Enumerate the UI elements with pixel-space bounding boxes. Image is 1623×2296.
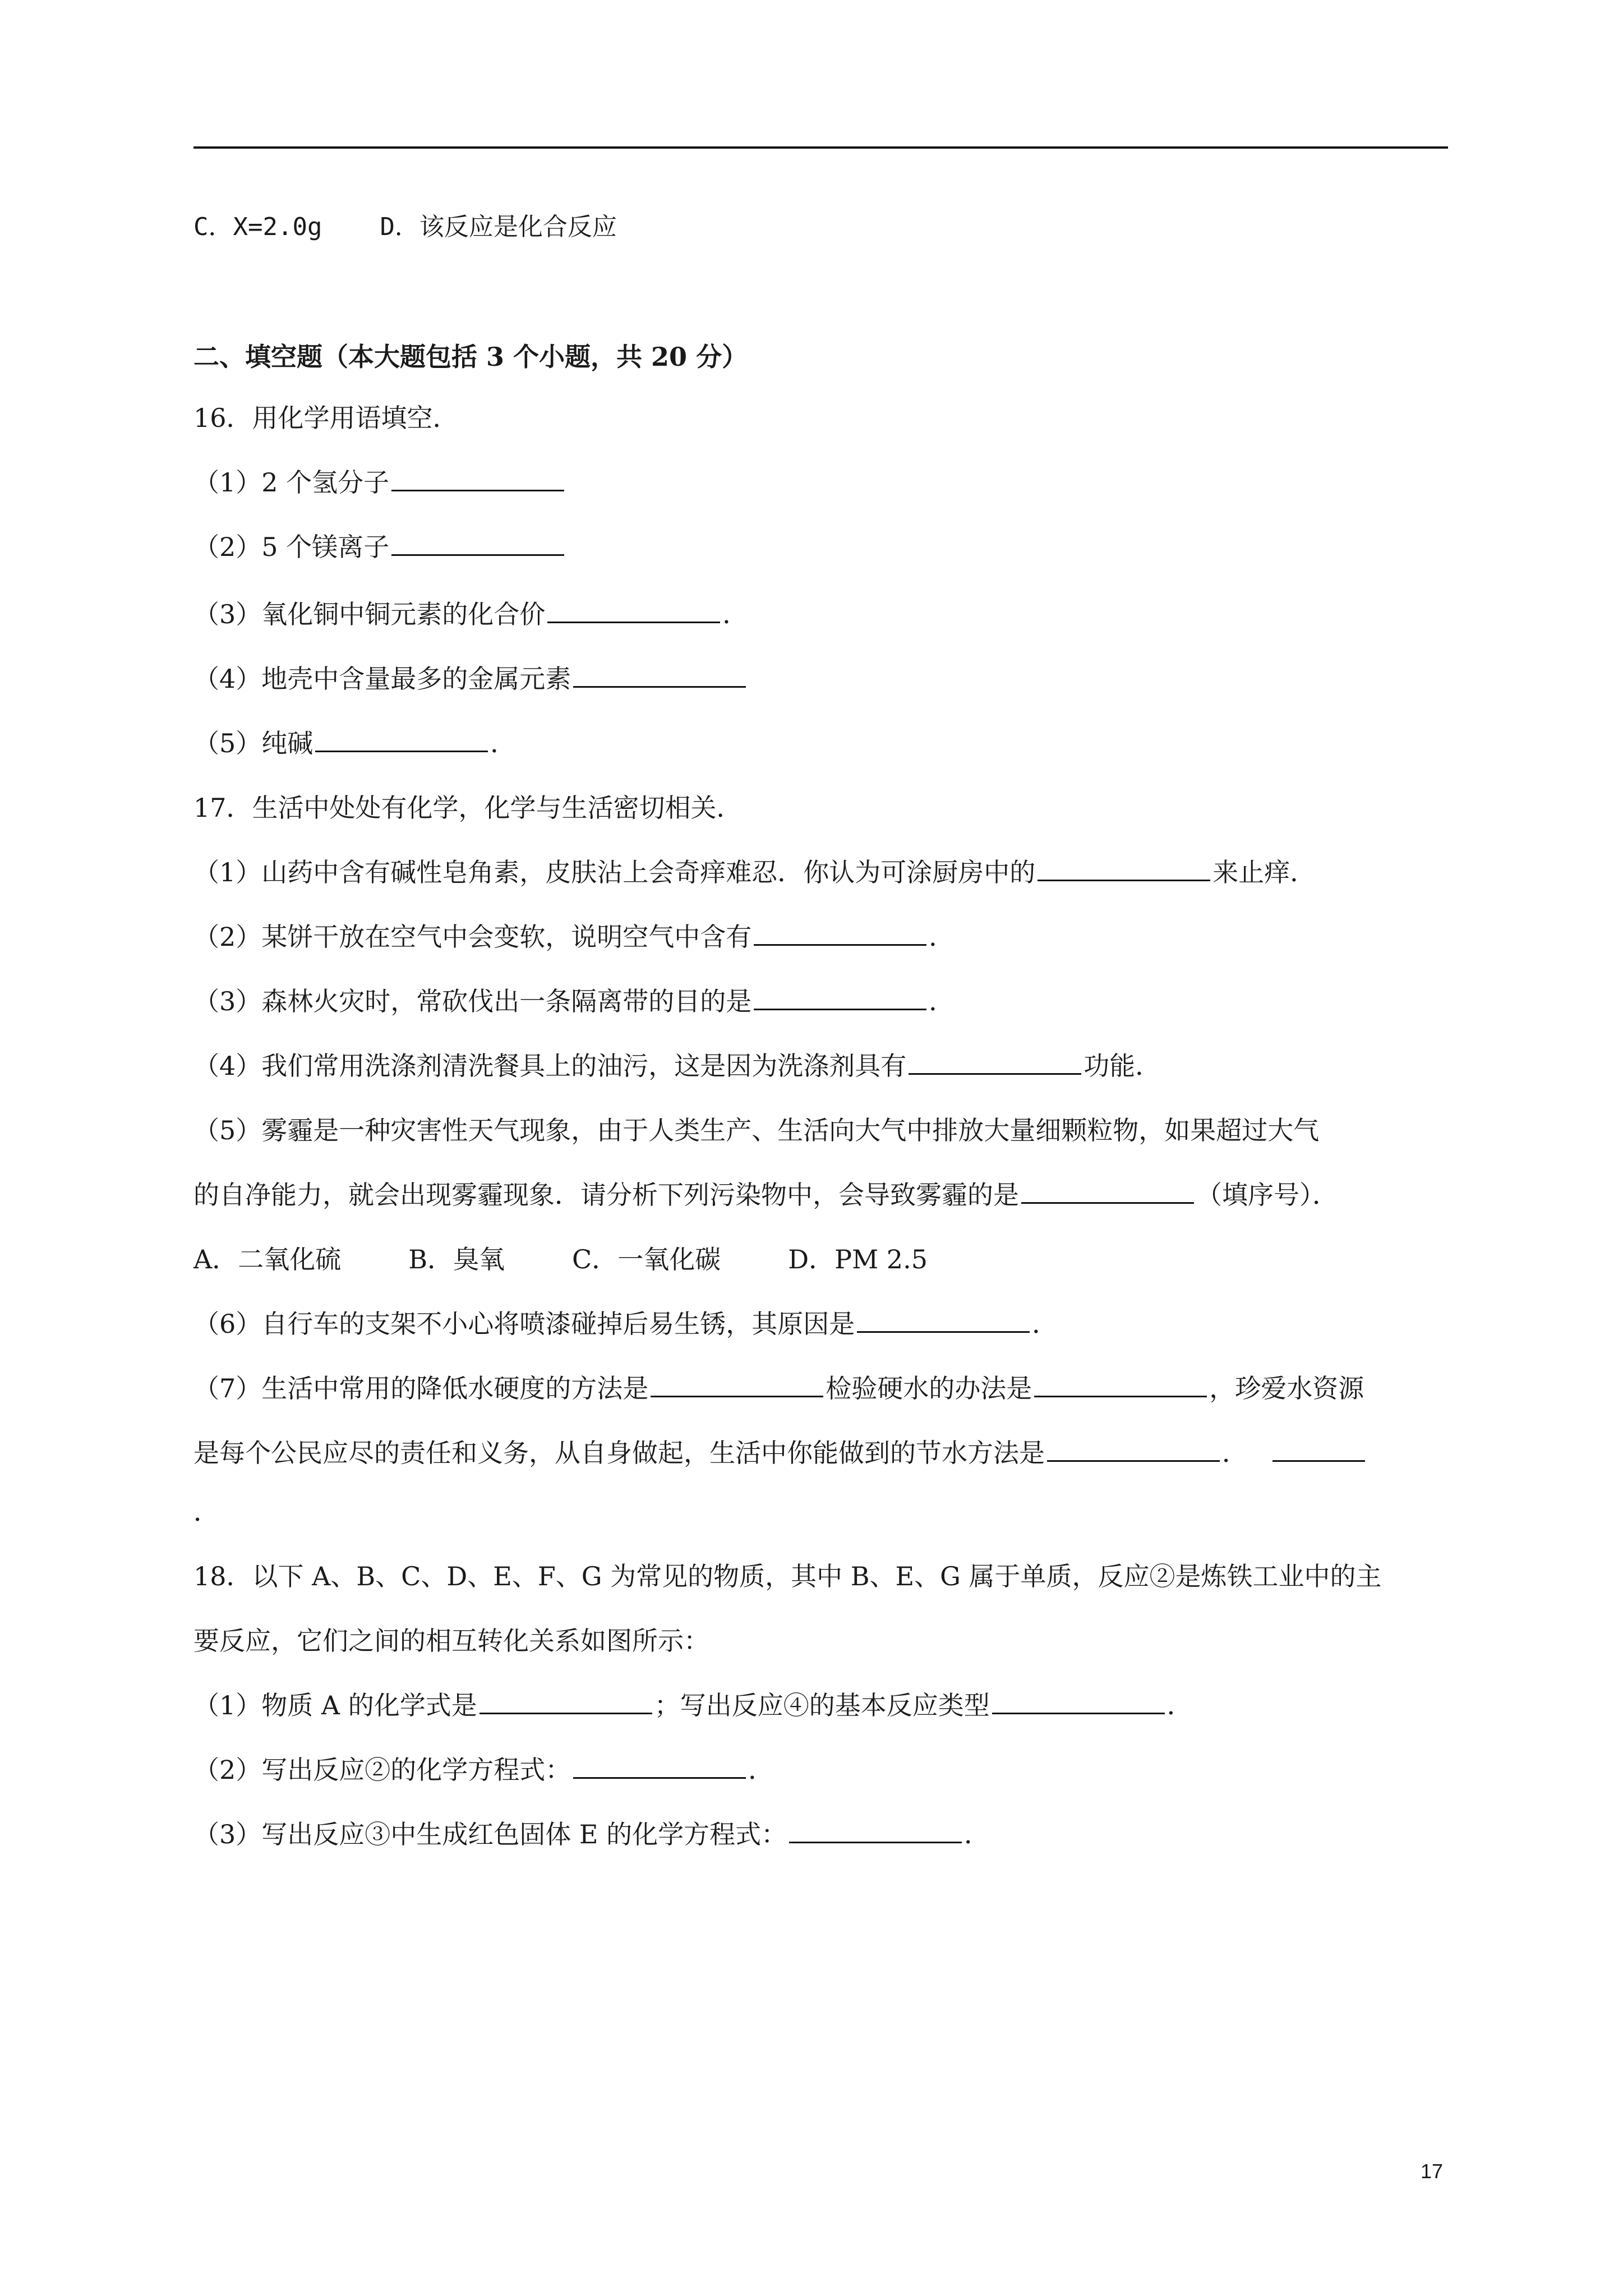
option-d: D．PM 2.5 [788, 1244, 928, 1274]
q16-item-5: （5）纯碱 ． [193, 728, 517, 758]
q17-item-6: （6）自行车的支架不小心将喷漆碰掉后易生锈，其原因是 ． [193, 1309, 1058, 1339]
header-rule [193, 146, 1448, 149]
answer-blank[interactable] [857, 1309, 1030, 1333]
answer-blank[interactable] [1034, 1373, 1207, 1397]
q16-item-4: （4）地壳中含量最多的金属元素 [193, 662, 748, 696]
answer-blank[interactable] [573, 664, 746, 688]
q18-stem-line-1: 18．以下 A、B、C、D、E、F、G 为常见的物质，其中 B、E、G 属于单质，反应②是炼铁工业中的主 [193, 1561, 1382, 1591]
q17-stem: 17．生活中处处有化学，化学与生活密切相关． [193, 793, 743, 823]
answer-blank[interactable] [754, 922, 926, 946]
answer-blank[interactable] [651, 1373, 823, 1397]
answer-blank[interactable] [1038, 857, 1210, 881]
answer-blank[interactable] [1047, 1438, 1220, 1462]
option-c: C．一氧化碳 [572, 1244, 721, 1274]
section-title: 二、填空题（本大题包括 3 个小题，共 20 分） [193, 342, 748, 372]
q17-item-5-options [193, 1243, 995, 1276]
q17-item-4: （4）我们常用洗涤剂清洗餐具上的油污，这是因为洗涤剂具有 功能． [193, 1051, 1161, 1081]
q17-item-7-line-2: 是每个公民应尽的责任和义务，从自身做起，生活中你能做到的节水方法是 ． [193, 1436, 1367, 1470]
answer-blank[interactable] [1272, 1438, 1365, 1462]
q18-stem-line-2: 要反应，它们之间的相互转化关系如图所示： [193, 1626, 709, 1656]
q17-item-1: （1）山药中含有碱性皂角素，皮肤沾上会奇痒难忍．你认为可涂厨房中的 来止痒． [193, 857, 1316, 887]
q17-item-7-line-1: （7）生活中常用的降低水硬度的方法是 检验硬水的办法是 ，珍爱水资源 [193, 1373, 1364, 1404]
page-number: 17 [1421, 2160, 1444, 2183]
answer-blank[interactable] [754, 986, 926, 1010]
option-a: A．二氧化硫 [193, 1244, 342, 1274]
q17-item-7-line-3: ． [193, 1497, 219, 1527]
answer-blank[interactable] [315, 728, 488, 752]
q17-item-5-line-1: （5）雾霾是一种灾害性天气现象，由于人类生产、生活向大气中排放大量细颗粒物，如果超过大气 [193, 1115, 1320, 1145]
answer-blank[interactable] [992, 1690, 1165, 1714]
answer-blank[interactable] [391, 532, 564, 556]
answer-blank[interactable] [1021, 1180, 1194, 1204]
answer-blank[interactable] [789, 1819, 962, 1843]
q16-item-2: （2）5 个镁离子 [193, 530, 566, 564]
option-c: C．X=2.0g [193, 213, 322, 241]
answer-blank[interactable] [547, 599, 720, 623]
q17-item-3: （3）森林火灾时，常砍伐出一条隔离带的目的是 ． [193, 986, 955, 1016]
answer-blank[interactable] [909, 1051, 1081, 1075]
q18-item-3: （3）写出反应③中生成红色固体 E 的化学方程式： ． [193, 1819, 990, 1849]
option-b: B．臭氧 [408, 1244, 505, 1274]
q16-item-1: （1）2 个氢分子 [193, 466, 566, 499]
answer-blank[interactable] [479, 1690, 652, 1714]
q17-item-2: （2）某饼干放在空气中会变软，说明空气中含有 ． [193, 922, 955, 952]
q16-item-3: （3）氧化铜中铜元素的化合价 ． [193, 599, 749, 629]
q16-stem: 16．用化学用语填空． [193, 403, 459, 433]
answer-blank[interactable] [573, 1755, 746, 1779]
option-d: D．该反应是化合反应 [380, 213, 617, 241]
q18-item-2: （2）写出反应②的化学方程式： ． [193, 1755, 774, 1785]
q17-item-5-line-2: 的自净能力，就会出现雾霾现象．请分析下列污染物中，会导致雾霾的是 （填序号）． [193, 1180, 1338, 1210]
previous-options [193, 210, 617, 244]
q18-item-1: （1）物质 A 的化学式是 ；写出反应④的基本反应类型 ． [193, 1690, 1193, 1720]
answer-blank[interactable] [391, 467, 564, 491]
